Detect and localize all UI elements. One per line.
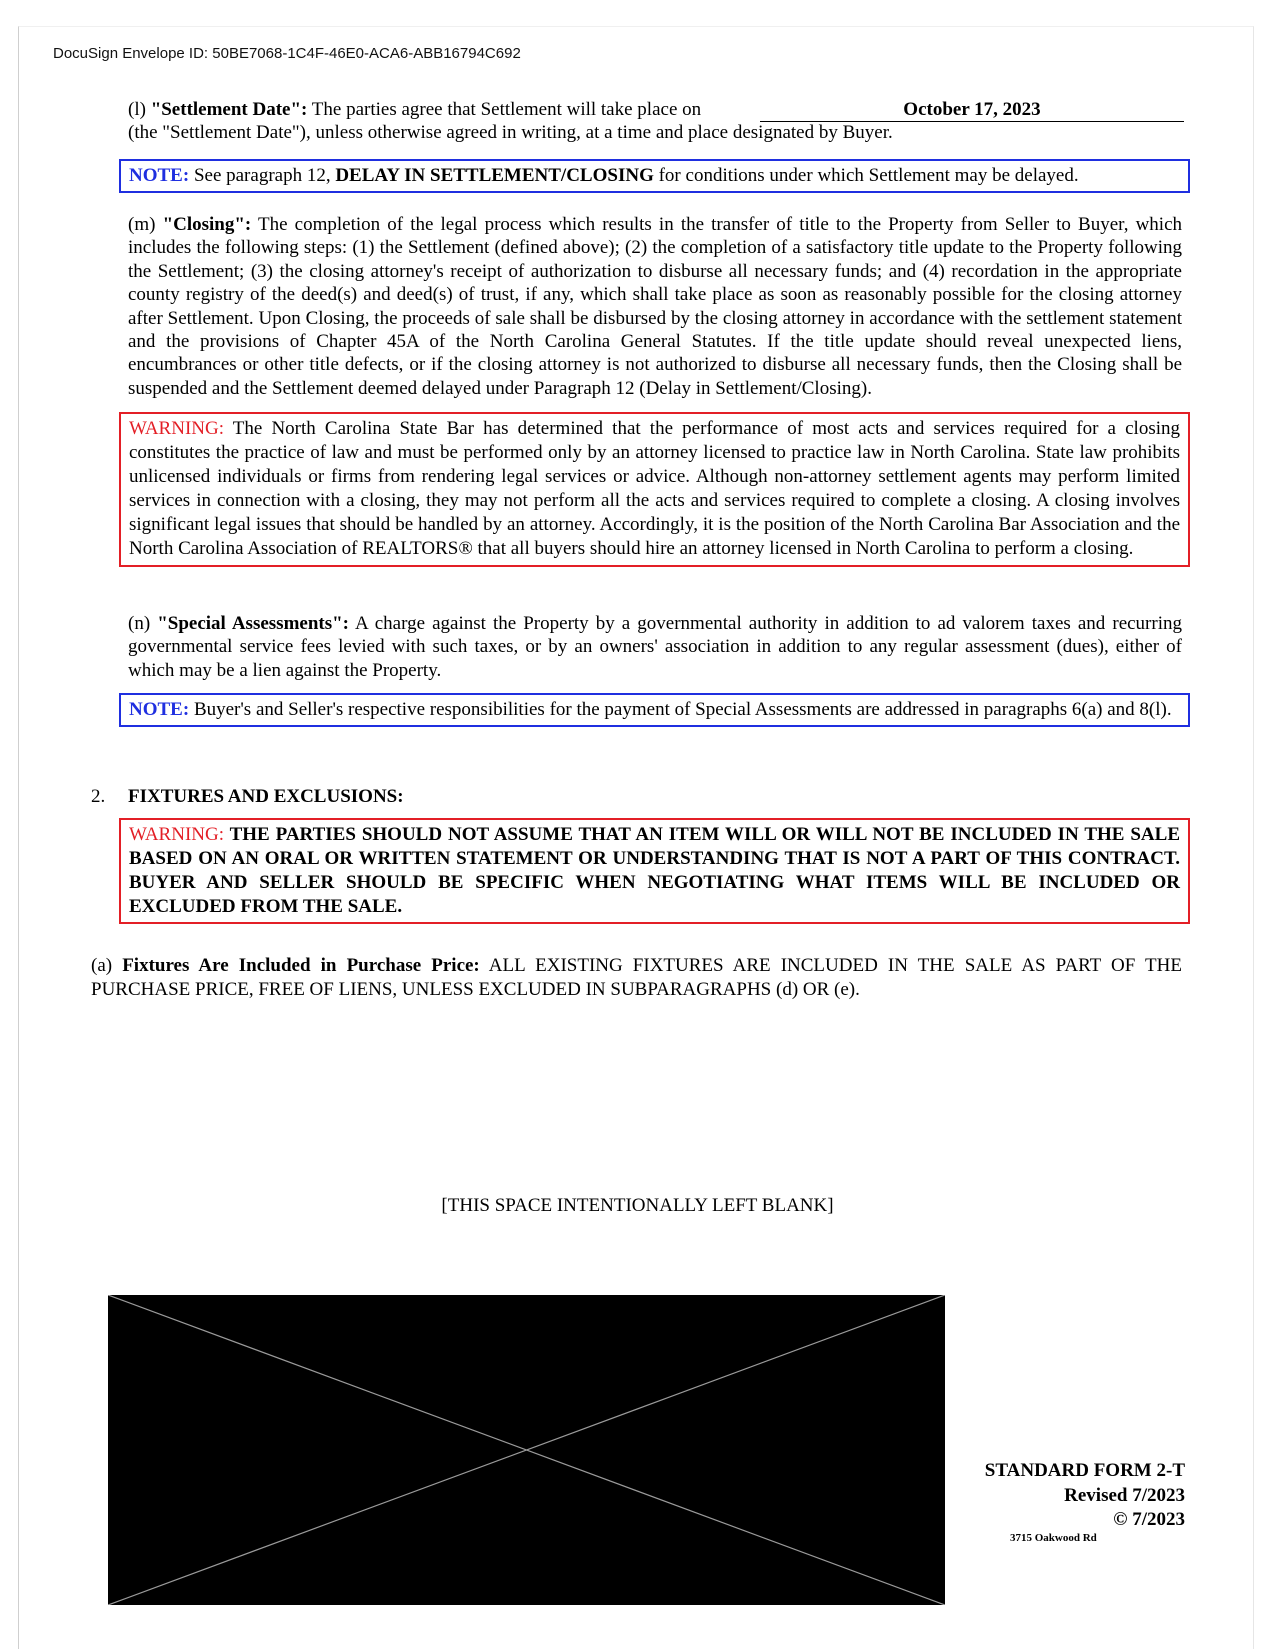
section-title: FIXTURES AND EXCLUSIONS: bbox=[128, 786, 404, 807]
settlement-text-2: (the "Settlement Date"), unless otherwise agreed in writing, at a time and place designated by Buyer. bbox=[128, 122, 893, 144]
settlement-term: "Settlement Date": bbox=[150, 99, 308, 120]
note-label: NOTE: bbox=[129, 165, 190, 186]
closing-paragraph bbox=[128, 213, 1182, 400]
settlement-date-field[interactable]: October 17, 2023 bbox=[760, 99, 1184, 122]
note2-label: NOTE: bbox=[129, 699, 190, 720]
redacted-image-box bbox=[108, 1295, 945, 1605]
warning-box-state-bar bbox=[119, 412, 1190, 567]
fixtures-prefix: (a) bbox=[91, 955, 123, 976]
form-revised: Revised 7/2023 bbox=[1064, 1484, 1185, 1506]
docusign-envelope-id: DocuSign Envelope ID: 50BE7068-1C4F-46E0-ACA6-ABB16794C692 bbox=[53, 45, 521, 62]
note-text-a: See paragraph 12, bbox=[189, 165, 336, 186]
closing-prefix: (m) bbox=[128, 214, 163, 235]
settlement-text-1: The parties agree that Settlement will take place on bbox=[307, 99, 702, 120]
fixtures-text: ALL EXISTING FIXTURES ARE INCLUDED IN THE SALE AS PART OF THE PURCHASE PRICE, FREE OF LIENS, UNLESS EXCLUDED IN SUBPARAGRAPHS (d) OR (e). bbox=[91, 955, 1182, 1000]
warning-box-items bbox=[119, 818, 1190, 924]
redaction-cross-lines bbox=[108, 1295, 945, 1605]
warning2-text: THE PARTIES SHOULD NOT ASSUME THAT AN ITEM WILL OR WILL NOT BE INCLUDED IN THE SALE BASED ON AN ORAL OR WRITTEN STATEMENT OR UNDERSTANDING THAT IS NOT A PART OF THIS CONTRACT. BUYER AND SELLER SHOULD BE SPECIFIC WHEN NEGOTIATING WHAT ITEMS WILL BE INCLUDED OR EXCLUDED FROM THE SALE. bbox=[129, 824, 1180, 917]
note-bold-delay: DELAY IN SETTLEMENT/CLOSING bbox=[335, 165, 654, 186]
section-heading-fixtures bbox=[91, 786, 404, 808]
special-prefix: (n) bbox=[128, 613, 158, 634]
special-assessments-paragraph bbox=[128, 612, 1182, 682]
closing-term: "Closing": bbox=[162, 214, 252, 235]
note-text-b: for conditions under which Settlement may be delayed. bbox=[653, 165, 1079, 186]
warning-text: The North Carolina State Bar has determined that the performance of most acts and services required for a closing constitutes the practice of law and must be performed only by an attorney licensed to practice law in North Carolina. State law prohibits unlicensed individuals or firms from rendering legal services or advice. Although non-attorney settlement agents may perform limited services in connection with a closing, they may not perform all the acts and services required to complete a closing. A closing involves significant legal issues that should be handled by an attorney. Accordingly, it is the position of the North Carolina Bar Association and the North Carolina Association of REALTORS® that all buyers should hire an attorney licensed in North Carolina to perform a closing. bbox=[129, 418, 1180, 559]
note-box-special-assessments bbox=[119, 693, 1190, 727]
special-text: A charge against the Property by a governmental authority in addition to ad valorem taxes and recurring governmental service fees levied with such taxes, or by an owners' association in addition to any regular assessment (dues), either of which may be a lien against the Property. bbox=[128, 613, 1182, 681]
special-term: "Special Assessments": bbox=[157, 613, 349, 634]
section-number: 2. bbox=[91, 786, 106, 807]
form-name: STANDARD FORM 2-T bbox=[984, 1460, 1185, 1481]
warning-label: WARNING: bbox=[129, 418, 224, 439]
note2-text: Buyer's and Seller's respective responsibilities for the payment of Special Assessments are addressed in paragraphs 6(a) and 8(l). bbox=[189, 699, 1172, 720]
property-address: 3715 Oakwood Rd bbox=[1010, 1532, 1097, 1544]
closing-text: The completion of the legal process which results in the transfer of title to the Property from Seller to Buyer, which includes the following steps: (1) the Settlement (defined above); (2) the completion of a satisfactory title update to the Property following the Settlement; (3) the closing attorney's receipt of authorization to disburse all necessary funds; and (4) recordation in the appropriate county registry of the deed(s) and deed(s) of trust, if any, which shall take place as soon as reasonably possible for the closing attorney after Settlement. Upon Closing, the proceeds of sale shall be disbursed by the closing attorney in accordance with the settlement statement and the provisions of Chapter 45A of the North Carolina General Statutes. If the title update should reveal unexpected liens, encumbrances or other title defects, or if the closing attorney is not authorized to disburse all necessary funds, then the Closing shall be suspended and the Settlement deemed delayed under Paragraph 12 (Delay in Settlement/Closing). bbox=[128, 214, 1183, 399]
warning2-label: WARNING: bbox=[129, 824, 224, 845]
intentionally-blank-note: [THIS SPACE INTENTIONALLY LEFT BLANK] bbox=[441, 1195, 834, 1216]
form-copyright: © 7/2023 bbox=[1113, 1509, 1185, 1530]
fixtures-paragraph bbox=[91, 954, 1182, 1002]
settlement-prefix: (l) bbox=[128, 99, 151, 120]
fixtures-term: Fixtures Are Included in Purchase Price: bbox=[122, 955, 480, 976]
standard-form-block bbox=[950, 1459, 1185, 1533]
note-box-delay bbox=[119, 159, 1190, 193]
